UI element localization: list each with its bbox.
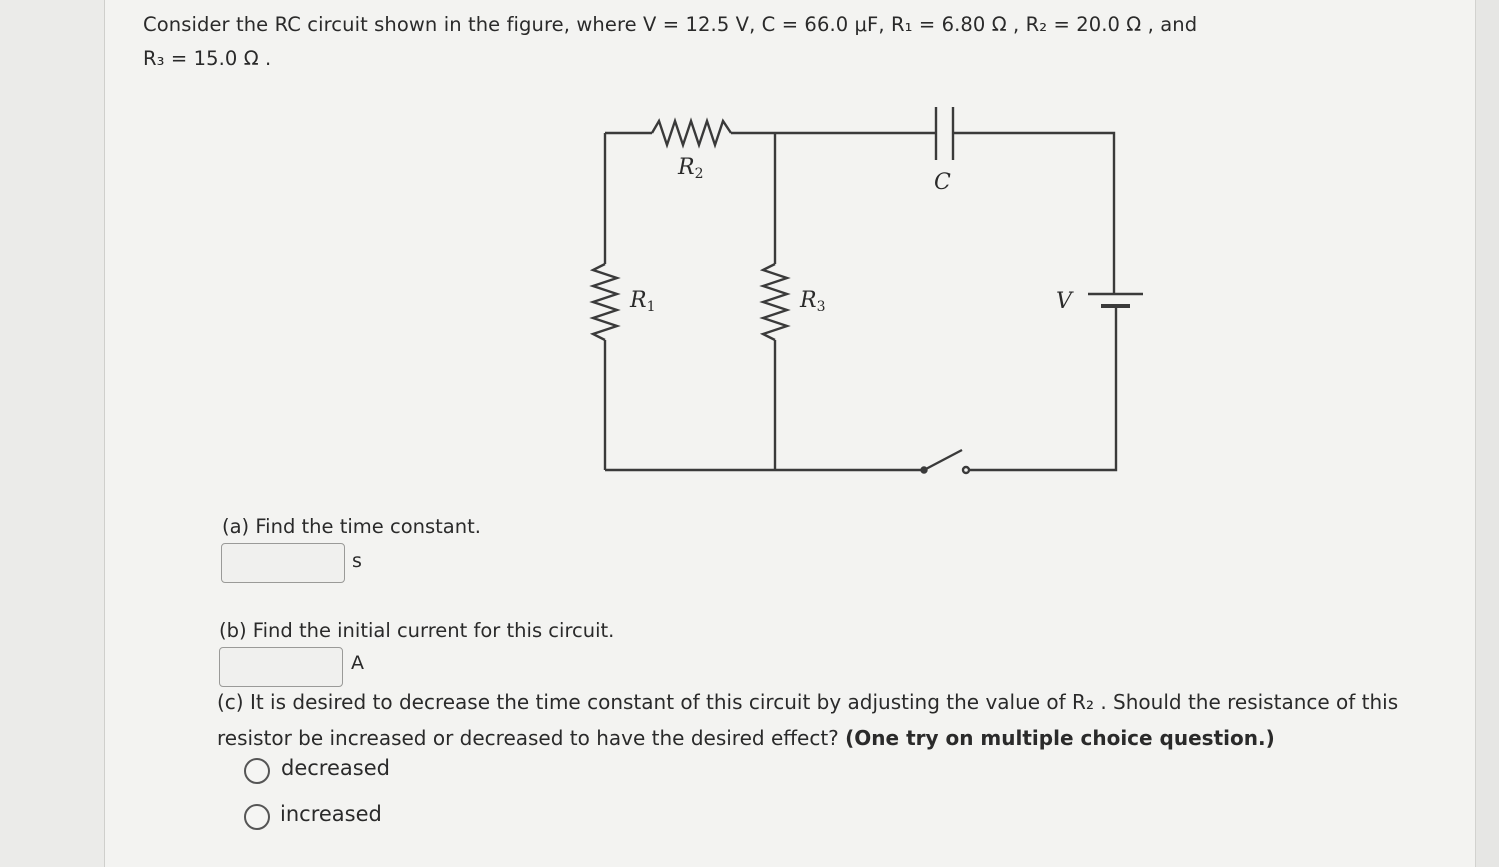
option-decreased-label[interactable]: decreased	[281, 756, 390, 780]
part-a-question: (a) Find the time constant.	[222, 515, 481, 538]
part-a-unit: s	[352, 550, 362, 572]
page-right-margin	[1475, 0, 1499, 867]
initial-current-input[interactable]	[219, 647, 343, 687]
problem-statement	[143, 8, 1343, 76]
label-r1: R1	[630, 288, 656, 315]
problem-line2: R₃ = 15.0 Ω .	[143, 47, 272, 70]
switch-arm	[924, 450, 962, 470]
radio-decreased[interactable]	[244, 758, 270, 784]
switch-contact	[963, 467, 969, 473]
problem-intro: Consider the RC circuit shown in the figure, where V = 12.5 V, C = 66.0 μF, R₁ = 6.80 Ω , R₂ = 20.0 Ω , and	[143, 13, 1198, 36]
part-b-unit: A	[351, 652, 364, 674]
radio-increased[interactable]	[244, 804, 270, 830]
rc-circuit-diagram	[560, 95, 1160, 485]
part-c-question	[217, 684, 1457, 756]
part-c-question-text: (c) It is desired to decrease the time constant of this circuit by adjusting the value of R₂ . Should the resistance of this resistor be increased or decreased to have the desired effect?	[217, 690, 1399, 750]
label-r2: R2	[678, 155, 704, 182]
label-v: V	[1056, 289, 1072, 314]
resistor-r3	[763, 264, 787, 340]
part-b-question: (b) Find the initial current for this circuit.	[219, 619, 615, 642]
page-left-margin	[0, 0, 105, 867]
wire-top-right	[953, 133, 1114, 294]
wire-right-lower	[968, 306, 1116, 470]
option-increased-label[interactable]: increased	[280, 802, 382, 826]
resistor-r2	[652, 121, 731, 145]
label-c: C	[934, 170, 951, 195]
label-r3: R3	[800, 288, 826, 315]
time-constant-input[interactable]	[221, 543, 345, 583]
part-c-question-note: (One try on multiple choice question.)	[845, 726, 1275, 750]
resistor-r1	[593, 264, 617, 340]
